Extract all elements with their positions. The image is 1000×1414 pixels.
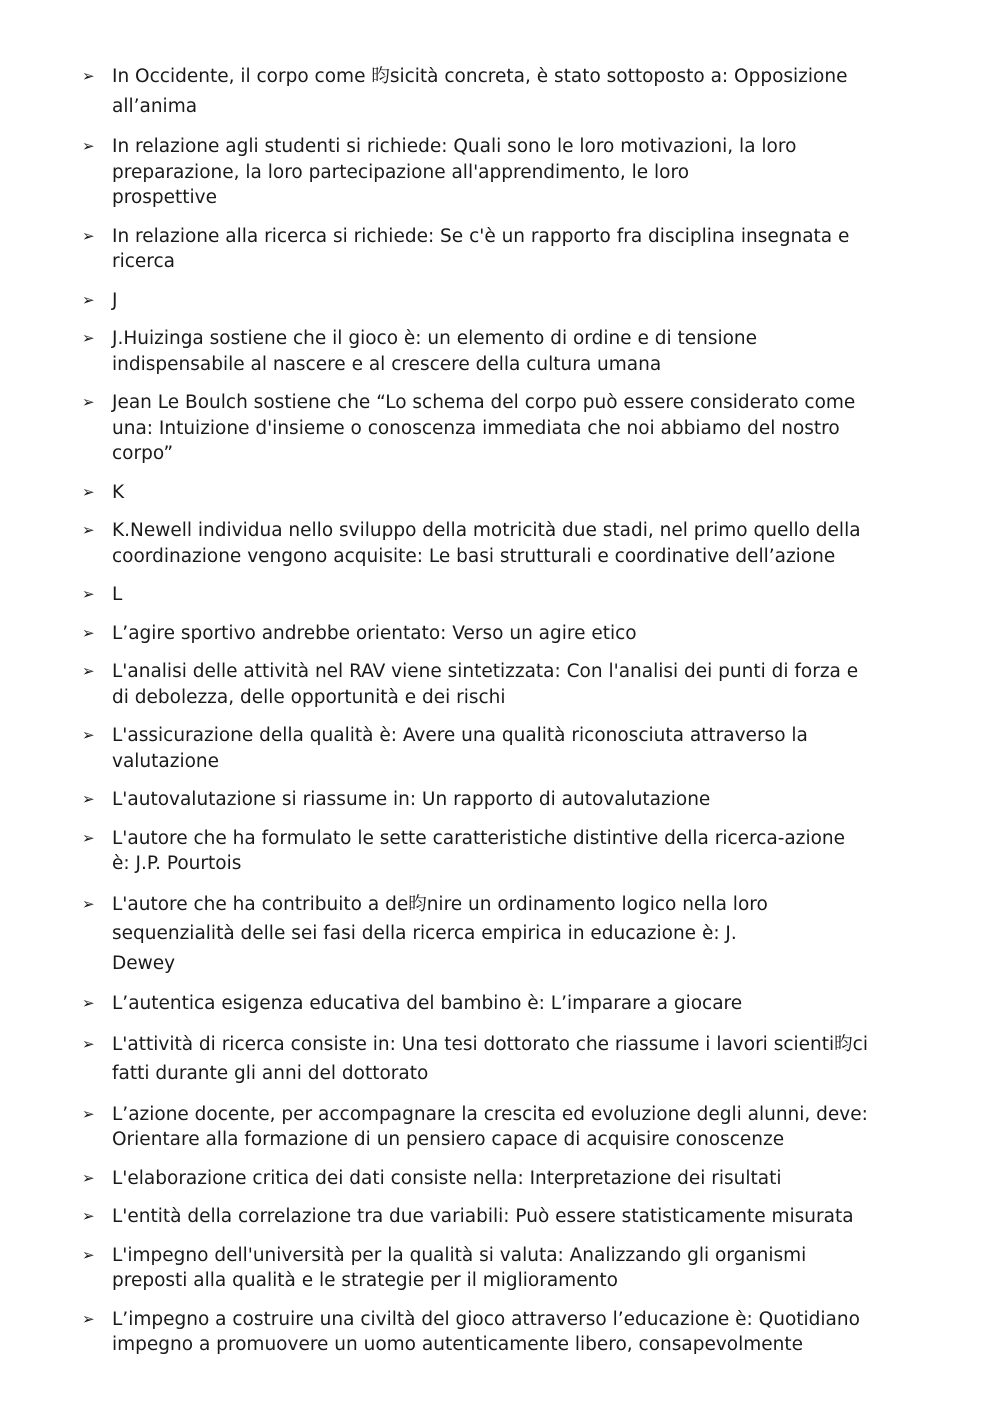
- list-item: [82, 1030, 932, 1089]
- arrow-bullet-icon: ➢: [82, 521, 95, 539]
- question-answer-text: L'entità della correlazione tra due variabili: Può essere statisticamente misurata: [112, 1206, 854, 1227]
- list-item: [82, 826, 932, 877]
- list-item: [82, 134, 932, 211]
- list-item: [82, 1102, 932, 1153]
- arrow-bullet-icon: ➢: [82, 1168, 95, 1187]
- question-answer-text: L'autore che ha contribuito a de昀nire un ordinamento logico nella loro sequenzialità delle sei fasi della ricerca empirica in educazione è: J. Dewey: [112, 893, 768, 974]
- list-item: [82, 288, 932, 314]
- list-item: [82, 224, 932, 275]
- list-item: [82, 390, 932, 467]
- list-item: [82, 582, 932, 608]
- question-answer-text: L’agire sportivo andrebbe orientato: Verso un agire etico: [112, 622, 637, 644]
- arrow-bullet-icon: ➢: [82, 1245, 95, 1264]
- arrow-bullet-icon: ➢: [82, 137, 95, 155]
- list-item: [82, 1204, 932, 1230]
- list-item: [82, 621, 932, 647]
- arrow-bullet-icon: ➢: [82, 585, 95, 603]
- question-answer-text: L'autovalutazione si riassume in: Un rapporto di autovalutazione: [112, 789, 711, 810]
- list-item: [82, 1243, 932, 1294]
- arrow-bullet-icon: ➢: [82, 790, 95, 808]
- list-item: [82, 723, 932, 774]
- question-answer-text: J: [112, 289, 118, 311]
- list-item: [82, 787, 932, 813]
- question-answer-text: L'analisi delle attività nel RAV viene sintetizzata: Con l'analisi dei punti di forza e di debolezza, delle opportunità e dei rischi: [112, 661, 859, 708]
- arrow-bullet-icon: ➢: [82, 329, 95, 347]
- arrow-bullet-icon: ➢: [82, 226, 95, 245]
- question-answer-text: L'autore che ha formulato le sette caratteristiche distintive della ricerca-azione è: J.P. Pourtois: [112, 827, 846, 874]
- arrow-bullet-icon: ➢: [82, 393, 95, 411]
- arrow-bullet-icon: ➢: [82, 994, 95, 1012]
- arrow-bullet-icon: ➢: [82, 67, 95, 85]
- question-answer-text: L: [112, 584, 123, 605]
- arrow-bullet-icon: ➢: [82, 828, 95, 847]
- arrow-bullet-icon: ➢: [82, 482, 95, 501]
- question-answer-text: L’impegno a costruire una civiltà del gioco attraverso l’educazione è: Quotidiano impegno a promuovere un uomo autenticamente libero, consapevolmente: [112, 1308, 860, 1355]
- question-answer-text: Jean Le Boulch sostiene che “Lo schema del corpo può essere considerato come una: Intuizione d'insieme o conoscenza immediata che noi abbiamo del nostro corpo”: [112, 392, 856, 464]
- question-answer-text: L’azione docente, per accompagnare la crescita ed evoluzione degli alunni, deve: Orientare alla formazione di un pensiero capace di acquisire conoscenze: [112, 1103, 868, 1150]
- arrow-bullet-icon: ➢: [82, 1034, 95, 1053]
- list-item: [82, 659, 932, 710]
- list-item: [82, 518, 932, 569]
- list-item: [82, 1166, 932, 1192]
- question-answer-text: In relazione alla ricerca si richiede: Se c'è un rapporto fra disciplina insegnata e ricerca: [112, 225, 850, 272]
- list-item: [82, 991, 932, 1017]
- arrow-bullet-icon: ➢: [82, 1207, 95, 1225]
- question-answer-text: L’autentica esigenza educativa del bambino è: L’imparare a giocare: [112, 993, 743, 1014]
- arrow-bullet-icon: ➢: [82, 1309, 95, 1328]
- arrow-bullet-icon: ➢: [82, 290, 95, 309]
- question-answer-text: L'attività di ricerca consiste in: Una tesi dottorato che riassume i lavori scienti昀ci fatti durante gli anni del dottorato: [112, 1033, 868, 1084]
- arrow-bullet-icon: ➢: [82, 662, 95, 680]
- list-item: [82, 62, 932, 121]
- arrow-bullet-icon: ➢: [82, 1104, 95, 1123]
- arrow-bullet-icon: ➢: [82, 894, 95, 913]
- list-item: [82, 1307, 932, 1358]
- list-item: [82, 480, 932, 506]
- arrow-bullet-icon: ➢: [82, 726, 95, 744]
- question-answer-text: L'assicurazione della qualità è: Avere una qualità riconosciuta attraverso la valutazione: [112, 725, 808, 772]
- question-answer-text: L'impegno dell'università per la qualità si valuta: Analizzando gli organismi preposti alla qualità e le strategie per il miglioramento: [112, 1244, 807, 1291]
- question-answer-text: K: [112, 481, 125, 503]
- list-item: [82, 890, 932, 979]
- arrow-bullet-icon: ➢: [82, 623, 95, 642]
- question-answer-text: L'elaborazione critica dei dati consiste nella: Interpretazione dei risultati: [112, 1167, 782, 1189]
- question-answer-text: In relazione agli studenti si richiede: Quali sono le loro motivazioni, la loro preparazione, la loro partecipazione all'apprendimento, le loro prospettive: [112, 136, 797, 208]
- list-item: [82, 326, 932, 377]
- question-answer-text: J.Huizinga sostiene che il gioco è: un elemento di ordine e di tensione indispensabile al nascere e al crescere della cultura umana: [112, 328, 758, 375]
- question-answer-text: K.Newell individua nello sviluppo della motricità due stadi, nel primo quello della coordinazione vengono acquisite: Le basi strutturali e coordinative dell’azione: [112, 520, 861, 567]
- question-answer-text: In Occidente, il corpo come 昀sicità concreta, è stato sottoposto a: Opposizione all’anima: [112, 66, 848, 117]
